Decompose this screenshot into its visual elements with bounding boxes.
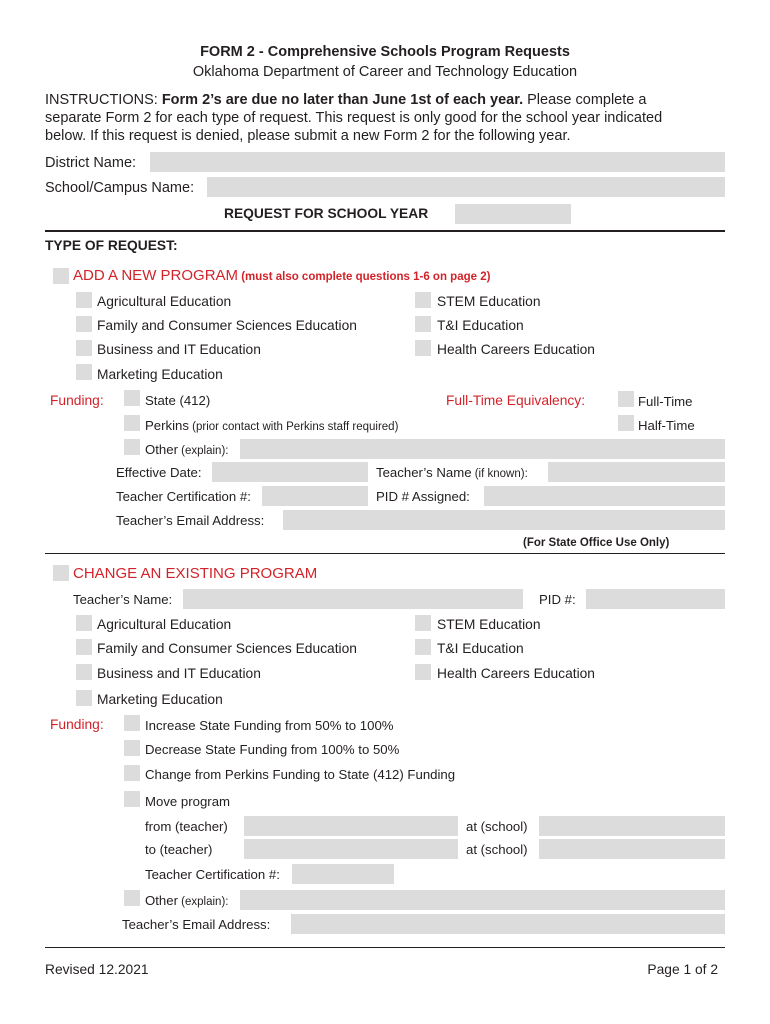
add-teacher-name-label: Teacher’s Name (if known): (376, 465, 528, 480)
add-health-label: Health Careers Education (437, 342, 595, 357)
add-stem-checkbox[interactable] (415, 292, 431, 308)
increase-funding-label: Increase State Funding from 50% to 100% (145, 718, 394, 733)
move-program-checkbox[interactable] (124, 791, 140, 807)
change-pid-label: PID #: (539, 592, 576, 607)
add-teacher-email-label: Teacher’s Email Address: (116, 513, 265, 528)
section-divider-middle (45, 553, 725, 554)
add-funding-label: Funding: (50, 393, 104, 408)
district-name-field[interactable] (150, 152, 725, 172)
change-teacher-name-label: Teacher’s Name: (73, 592, 173, 607)
add-teacher-email-field[interactable] (283, 510, 725, 530)
change-teacher-email-label: Teacher’s Email Address: (122, 917, 271, 932)
pid-assigned-field[interactable] (484, 486, 725, 506)
add-other-explain-field[interactable] (240, 439, 725, 459)
full-time-label: Full-Time (638, 394, 693, 409)
change-stem-label: STEM Education (437, 617, 541, 632)
school-year-field[interactable] (455, 204, 571, 224)
decrease-funding-label: Decrease State Funding from 100% to 50% (145, 742, 400, 757)
change-other-label: Other (explain): (145, 893, 229, 908)
change-bit-checkbox[interactable] (76, 664, 92, 680)
change-stem-checkbox[interactable] (415, 615, 431, 631)
add-bit-label: Business and IT Education (97, 342, 261, 357)
add-mkt-checkbox[interactable] (76, 364, 92, 380)
change-program-heading: CHANGE AN EXISTING PROGRAM (73, 565, 318, 582)
change-ti-label: T&I Education (437, 641, 524, 656)
add-teacher-cert-label: Teacher Certification #: (116, 489, 251, 504)
change-pid-field[interactable] (586, 589, 725, 609)
revised-date: Revised 12.2021 (45, 962, 149, 977)
to-teacher-label: to (teacher) (145, 842, 213, 857)
change-funding-label: Funding: (50, 717, 104, 732)
increase-funding-checkbox[interactable] (124, 715, 140, 731)
pid-assigned-label: PID # Assigned: (376, 489, 470, 504)
add-state-checkbox[interactable] (124, 390, 140, 406)
add-ti-label: T&I Education (437, 318, 524, 333)
add-teacher-name-field[interactable] (548, 462, 725, 482)
effective-date-field[interactable] (212, 462, 368, 482)
effective-date-label: Effective Date: (116, 465, 202, 480)
add-program-heading: ADD A NEW PROGRAM (must also complete questions 1-6 on page 2) (73, 267, 491, 284)
instructions-line-2: separate Form 2 for each type of request. This request is only good for the school year indicated (45, 110, 663, 126)
add-stem-label: STEM Education (437, 294, 541, 309)
change-other-explain-field[interactable] (240, 890, 725, 910)
to-school-field[interactable] (539, 839, 725, 859)
change-mkt-label: Marketing Education (97, 692, 223, 707)
decrease-funding-checkbox[interactable] (124, 740, 140, 756)
school-name-label: School/Campus Name: (45, 180, 195, 196)
move-program-label: Move program (145, 794, 231, 809)
add-program-checkbox[interactable] (53, 268, 69, 284)
add-teacher-cert-field[interactable] (262, 486, 368, 506)
perkins-to-state-label: Change from Perkins Funding to State (412) Funding (145, 767, 456, 782)
section-divider-bottom (45, 947, 725, 948)
from-school-label: at (school) (466, 819, 528, 834)
page-number: Page 1 of 2 (647, 962, 718, 977)
add-facs-checkbox[interactable] (76, 316, 92, 332)
add-bit-checkbox[interactable] (76, 340, 92, 356)
add-ag-label: Agricultural Education (97, 294, 232, 309)
school-year-label: REQUEST FOR SCHOOL YEAR (224, 206, 429, 221)
change-ag-label: Agricultural Education (97, 617, 232, 632)
type-of-request-label: TYPE OF REQUEST: (45, 238, 178, 253)
change-ag-checkbox[interactable] (76, 615, 92, 631)
district-name-label: District Name: (45, 155, 137, 171)
half-time-checkbox[interactable] (618, 415, 634, 431)
change-facs-checkbox[interactable] (76, 639, 92, 655)
change-teacher-email-field[interactable] (291, 914, 725, 934)
add-other-label: Other (explain): (145, 442, 229, 457)
form-title: FORM 2 - Comprehensive Schools Program Requests (200, 44, 570, 60)
add-state-label: State (412) (145, 393, 211, 408)
school-name-field[interactable] (207, 177, 725, 197)
change-mkt-checkbox[interactable] (76, 690, 92, 706)
change-other-checkbox[interactable] (124, 890, 140, 906)
half-time-label: Half-Time (638, 418, 695, 433)
add-mkt-label: Marketing Education (97, 367, 223, 382)
fte-label: Full-Time Equivalency: (446, 393, 586, 408)
add-health-checkbox[interactable] (415, 340, 431, 356)
change-teacher-name-field[interactable] (183, 589, 523, 609)
change-ti-checkbox[interactable] (415, 639, 431, 655)
change-program-checkbox[interactable] (53, 565, 69, 581)
add-facs-label: Family and Consumer Sciences Education (97, 318, 357, 333)
full-time-checkbox[interactable] (618, 391, 634, 407)
change-teacher-cert-label: Teacher Certification #: (145, 867, 280, 882)
to-school-label: at (school) (466, 842, 528, 857)
change-facs-label: Family and Consumer Sciences Education (97, 641, 357, 656)
change-teacher-cert-field[interactable] (292, 864, 394, 884)
change-health-checkbox[interactable] (415, 664, 431, 680)
add-ag-checkbox[interactable] (76, 292, 92, 308)
add-ti-checkbox[interactable] (415, 316, 431, 332)
from-school-field[interactable] (539, 816, 725, 836)
to-teacher-field[interactable] (244, 839, 458, 859)
from-teacher-field[interactable] (244, 816, 458, 836)
perkins-to-state-checkbox[interactable] (124, 765, 140, 781)
change-health-label: Health Careers Education (437, 666, 595, 681)
add-other-checkbox[interactable] (124, 439, 140, 455)
state-office-note: (For State Office Use Only) (523, 537, 670, 549)
from-teacher-label: from (teacher) (145, 819, 228, 834)
form-subtitle: Oklahoma Department of Career and Technology Education (192, 64, 578, 80)
add-perkins-label: Perkins (prior contact with Perkins staff required) (145, 418, 399, 433)
add-perkins-checkbox[interactable] (124, 415, 140, 431)
instructions-line-3: below. If this request is denied, please submit a new Form 2 for the following year. (45, 128, 571, 144)
change-bit-label: Business and IT Education (97, 666, 261, 681)
section-divider-top (45, 230, 725, 232)
instructions-line-1: INSTRUCTIONS: Form 2’s are due no later than June 1st of each year. Please complete a (45, 92, 647, 108)
